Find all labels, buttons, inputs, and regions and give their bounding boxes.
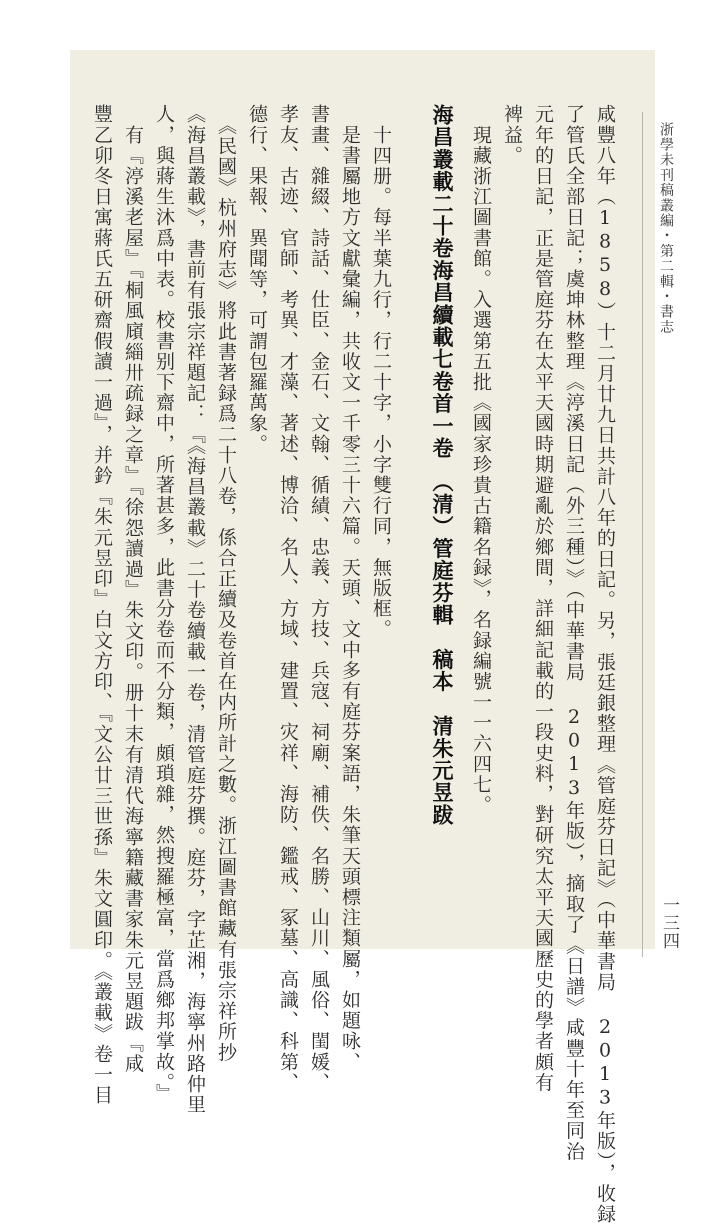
text-column: 有『渟溪老屋』『桐風廎緇卅疏録之章』『徐怨讀過』朱文印。册十末有清代海寧籍藏書家朱元昱題跋『咸 [122,104,144,1074]
text-column: 是書屬地方文獻彙編，共收文一千零三十六篇。天頭、文中多有庭芬案語，朱筆天頭標注類屬，如題咏、 [339,104,361,1073]
text-column: 十四册。每半葉九行，行二十字，小字雙行同，無版框。 [370,104,392,640]
text-column: 豐乙卯冬日寓蔣氏五研齋假讀一過』，并鈐『朱元昱印』白文方印、『文公廿三世孫』朱文圓印。《叢載》卷一目 [91,104,113,1106]
text-column: 了管氏全部日記；虞坤林整理《渟溪日記（外三種）》（中華書局 2013年版），摘取了《日譜》咸豐十年至同治 [563,104,585,1162]
running-head: 浙學未刊稿叢編・第二輯・書志 [658,122,674,335]
text-column: 裨益。 [501,104,523,166]
text-column: 人，與蔣生沐爲中表。校書别下齋中，所著甚多，此書分卷而不分類，頗瑣雜，然搜羅極富，當爲鄉邦掌故。』 [153,104,175,1104]
text-column: 現藏浙江圖書館。入選第五批《國家珍貴古籍名録》，名録編號一一六四七。 [470,104,492,816]
text-column: 咸豐八年（1858）十二月廿九日共計八年的日記。另，張廷銀整理《管庭芬日記》（中華書局 2013年版），收録 [594,104,616,1224]
page-number: 一三四 [659,896,679,950]
text-column: 《海昌叢載》，書前有張宗祥題記：『《海昌叢載》二十卷續載一卷，清管庭芬撰。庭芬，字芷湘，海寧州路仲里 [184,104,206,1115]
text-column: 《民國》杭州府志》將此書著録爲二十八卷，係合正續及卷首在内所計之數。浙江圖書館藏有張宗祥所抄 [215,104,237,1063]
text-column: 元年的日記，正是管庭芬在太平天國時期避亂於鄉間，詳細記載的一段史料，對研究太平天國歷史的學者頗有 [532,104,554,1093]
header-divider [642,112,643,957]
text-column: 德行、果報、異聞等，可謂包羅萬象。 [246,104,268,455]
text-column: 書畫、雜綴、詩話、仕臣、金石、文翰、循績、忠義、方技、兵寇、祠廟、補佚、名勝、山川、風俗、閨媛、 [308,104,330,1093]
text-column: 孝友、古迹、官師、考異、才藻、著述、博洽、名人、方域、建置、灾祥、海防、鑑戒、冢墓、高識、科第、 [277,104,299,1093]
entry-title: 海昌叢載二十卷海昌續載七卷首一卷 （清）管庭芬輯 稿本 清朱元昱跋 [430,104,455,827]
